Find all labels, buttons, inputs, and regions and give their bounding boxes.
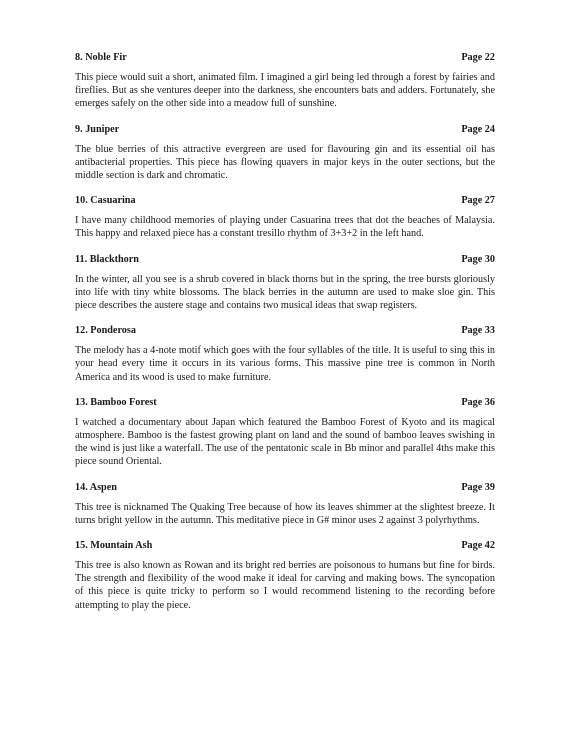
entry-juniper (75, 123, 495, 183)
entry-heading (75, 481, 495, 494)
entry-page-number: Page 33 (461, 325, 495, 337)
entry-title: 13. Bamboo Forest (75, 396, 157, 408)
entry-title: 12. Ponderosa (75, 325, 136, 337)
entry-title: 8. Noble Fir (75, 52, 127, 63)
entry-heading (75, 123, 495, 136)
entry-blackthorn (75, 253, 495, 313)
entry-description: The melody has a 4-note motif which goes with the four syllables of the title. It is useful to sing this in your head every time it occurs in its various forms. This massive pine tree is common in North America and its wood is used to make furniture. (75, 345, 495, 383)
entry-heading (75, 396, 495, 409)
entry-page-number: Page 42 (461, 540, 495, 552)
entry-page-number: Page 22 (461, 52, 495, 63)
entry-mountain-ash (75, 539, 495, 612)
entry-description: In the winter, all you see is a shrub covered in black thorns but in the spring, the tree bursts gloriously into life with tiny white blossoms. The black berries in the autumn are used to make sloe gin. This piece describes the austere stage and contains two musical ideas that swap registers. (75, 273, 495, 312)
entry-description: I watched a documentary about Japan which featured the Bamboo Forest of Kyoto and its magical atmosphere. Bamboo is the fastest growing plant on land and the sound of bamboo leaves swishing in the wind is just like a waterfall. The use of the pentatonic scale in Bb minor and parallel 4ths make this piece sound Oriental. (75, 416, 495, 468)
entry-bamboo-forest (75, 396, 495, 469)
entry-description: This tree is nicknamed The Quaking Tree because of how its leaves shimmer at the slightest breeze. It turns bright yellow in the autumn. This meditative piece in G# minor uses 2 against 3 polyrhythms. (75, 501, 495, 526)
entry-description: This piece would suit a short, animated film. I imagined a girl being led through a forest by fairies and fireflies. But as she ventures deeper into the darkness, she encounters bats and adders. Fortunately, she emerges safely on the other side into a meadow full of sunshine. (75, 72, 495, 110)
entry-description: I have many childhood memories of playing under Casuarina trees that dot the beaches of Malaysia. This happy and relaxed piece has a constant tresillo rhythm of 3+3+2 in the left hand. (75, 215, 495, 240)
entry-heading (75, 194, 495, 207)
entry-page-number: Page 36 (461, 396, 495, 408)
entry-description: The blue berries of this attractive evergreen are used for flavouring gin and its essential oil has antibacterial properties. This piece has flowing quavers in major keys in the outer sections, but the middle section is dark and chromatic. (75, 143, 495, 182)
entry-title: 11. Blackthorn (75, 253, 139, 265)
entry-page-number: Page 39 (461, 481, 495, 493)
entry-title: 14. Aspen (75, 481, 117, 493)
document-page (75, 51, 495, 624)
entry-aspen (75, 481, 495, 527)
entry-title: 15. Mountain Ash (75, 540, 153, 552)
entry-noble-fir (75, 51, 495, 111)
entry-heading (75, 253, 495, 266)
entry-page-number: Page 30 (461, 253, 495, 265)
entry-title: 9. Juniper (75, 123, 120, 135)
entry-heading (75, 539, 495, 552)
entry-ponderosa (75, 324, 495, 384)
entry-heading (75, 324, 495, 337)
entry-page-number: Page 24 (461, 123, 495, 135)
entry-page-number: Page 27 (461, 195, 495, 207)
entry-description: This tree is also known as Rowan and its bright red berries are poisonous to humans but fine for birds. The strength and flexibility of the wood make it ideal for carving and making bows. The syncopation of this piece is quite tricky to perform so I would recommend listening to the recording before attempting to play the piece. (75, 560, 495, 611)
entry-casuarina (75, 194, 495, 240)
entry-title: 10. Casuarina (75, 195, 136, 207)
entry-heading (75, 51, 495, 64)
